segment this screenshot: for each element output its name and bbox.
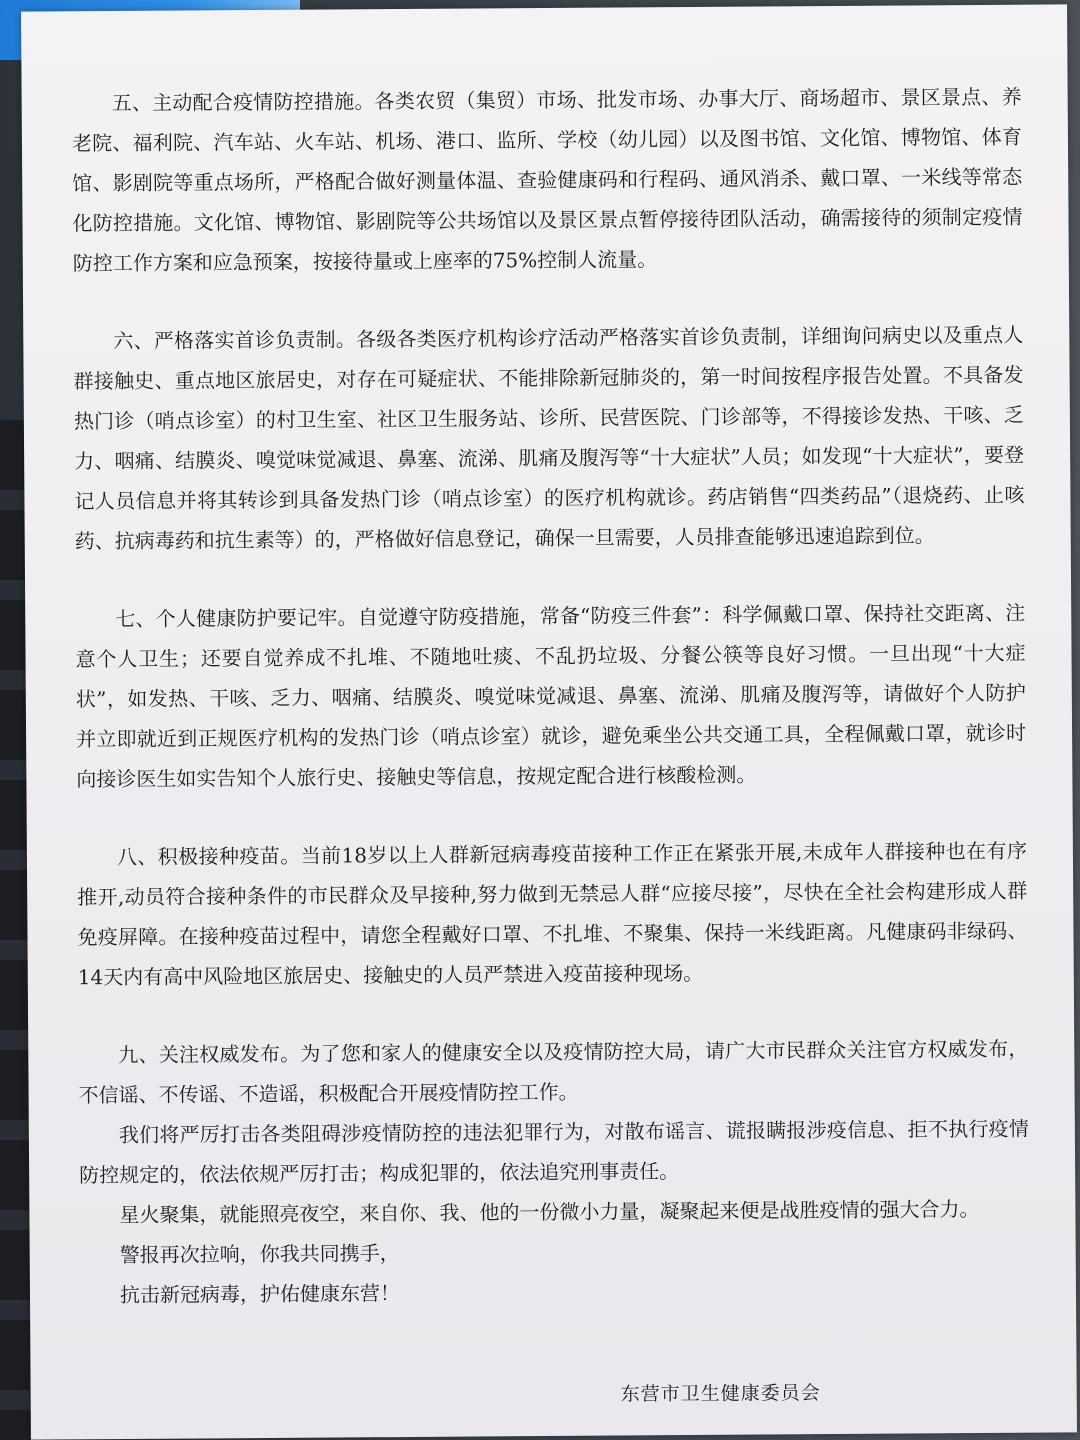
section-5 (72, 77, 1023, 284)
section-6-text: 六、严格落实首诊负责制。各级各类医疗机构诊疗活动严格落实首诊负责制，详细询问病史以及重点人群接触史、重点地区旅居史，对存在可疑症状、不能排除新冠肺炎的，第一时间按程序报告处置。不具备发热门诊（哨点诊室）的村卫生室、社区卫生服务站、诊所、民营医院、门诊部等，不得接诊发热、干咳、乏力、咽痛、结膜炎、嗅觉味觉减退、鼻塞、流涕、肌痛及腹泻等“十大症状”人员；如发现“十大症状”，要登记人员信息并将其转诊到具备发热门诊（哨点诊室）的医疗机构就诊。药店销售“四类药品”（退烧药、止咳药、抗病毒药和抗生素等）的，严格做好信息登记，确保一旦需要，人员排查能够迅速追踪到位。 (73, 322, 1025, 554)
section-8-text: 八、积极接种疫苗。当前18岁以上人群新冠病毒疫苗接种工作正在紧张开展,未成年人群接种也在有序推开,动员符合接种条件的市民群众及早接种,努力做到无禁忌人群“应接尽接”，尽快在全社会构建形成人群免疫屏障。在接种疫苗过程中，请您全程戴好口罩、不扎堆、不聚集、保持一米线距离。凡健康码非绿码、14天内有高中风险地区旅居史、接触史的人员严禁进入疫苗接种现场。 (77, 838, 1028, 990)
notice-body (72, 77, 1031, 1316)
section-7 (75, 593, 1026, 800)
spark-text: 星火聚集，就能照亮夜空，来自你、我、他的一份微小力量，凝聚起来便是战胜疫情的强大合力。 (119, 1197, 980, 1228)
section-8 (77, 831, 1028, 998)
section-9-text: 九、关注权威发布。为了您和家人的健康安全以及疫情防控大局，请广大市民群众关注官方权威发布，不信谣、不传谣、不造谣，积极配合开展疫情防控工作。 (78, 1036, 1029, 1108)
section-7-text: 七、个人健康防护要记牢。自觉遵守防疫措施，常备“防疫三件套”：科学佩戴口罩、保持社交距离、注意个人卫生；还要自觉养成不扎堆、不随地吐痰、不乱扔垃圾、分餐公筷等良好习惯。一旦出现“十大症状”，如发热、干咳、乏力、咽痛、结膜炎、嗅觉味觉减退、鼻塞、流涕、肌痛及腹泻等，请做好个人防护并立即就近到正规医疗机构的发热门诊（哨点诊室）就诊，避免乘坐公共交通工具，全程佩戴口罩，就诊时向接诊医生如实告知个人旅行史、接触史等信息，按规定配合进行核酸检测。 (75, 600, 1027, 792)
legal-warning-text: 我们将严厉打击各类阻碍涉疫情防控的违法犯罪行为，对散布谣言、谎报瞒报涉疫信息、拒不执行疫情防控规定的，依法依规严厉打击；构成犯罪的，依法追究刑事责任。 (79, 1116, 1029, 1188)
section-6 (73, 315, 1025, 562)
section-9-closing (78, 1029, 1030, 1316)
issuer-signature: 东营市卫生健康委员会 (620, 1382, 821, 1406)
printed-notice-paper (21, 4, 1077, 1439)
section-5-text: 五、主动配合疫情防控措施。各类农贸（集贸）市场、批发市场、办事大厅、商场超市、景区景点、养老院、福利院、汽车站、火车站、机场、港口、监所、学校（幼儿园）以及图书馆、文化馆、博物馆、体育馆、影剧院等重点场所，严格配合做好测量体温、查验健康码和行程码、通风消杀、戴口罩、一米线等常态化防控措施。文化馆、博物馆、影剧院等公共场馆以及景区景点暂停接待团队活动，确需接待的须制定疫情防控工作方案和应急预案，按接待量或上座率的75%控制人流量。 (71, 84, 1023, 276)
slogan-text: 抗击新冠病毒，护佑健康东营！ (119, 1281, 401, 1308)
alarm-text: 警报再次拉响，你我共同携手， (119, 1241, 400, 1268)
